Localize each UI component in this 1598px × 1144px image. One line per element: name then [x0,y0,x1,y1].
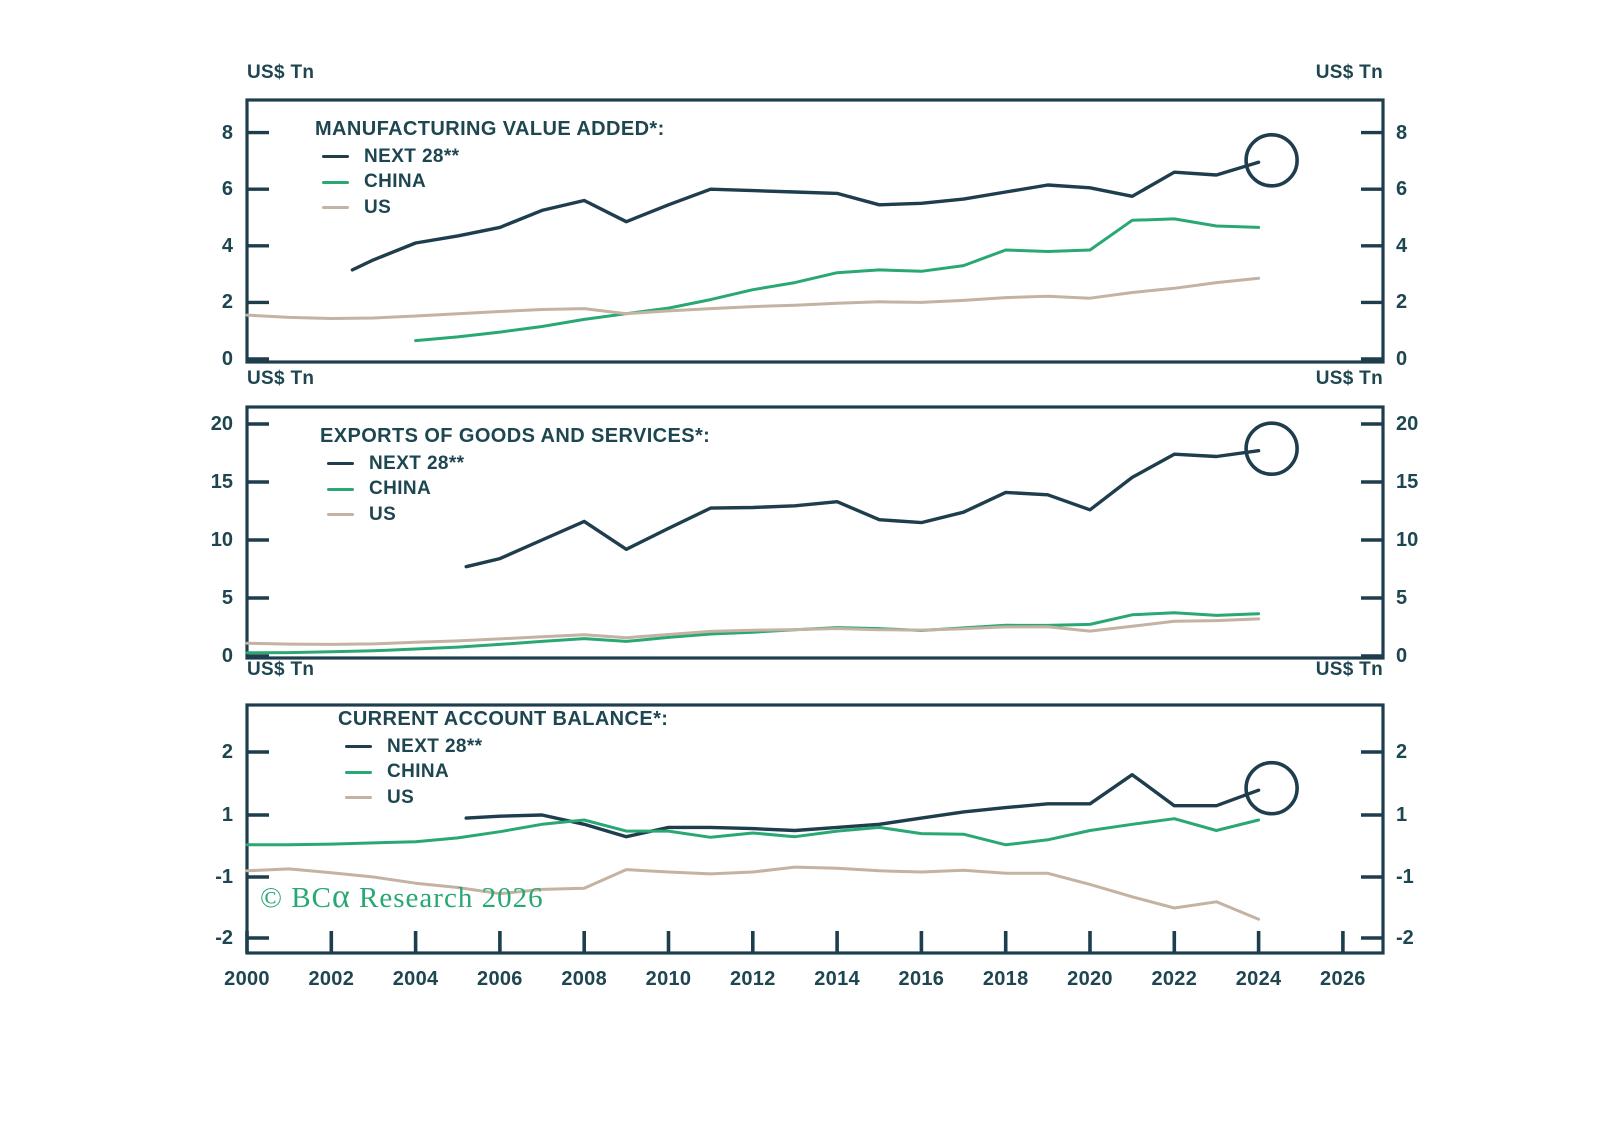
legend-exports [320,425,710,528]
legend-swatch-next28 [327,462,354,465]
legend-item [338,785,668,811]
legend-swatch-next28 [345,745,372,748]
y-tick-label-right: 8 [1396,121,1408,144]
series-line-us [247,278,1259,318]
y-tick-label-right: 0 [1396,645,1408,667]
y-tick-label-right: 10 [1396,529,1419,551]
unit-label-bottom-right: US$ Tn [1315,659,1383,680]
legend-item [338,760,668,786]
unit-label-top-left: US$ Tn [247,62,315,83]
y-tick-label-left: 4 [221,234,233,257]
y-tick-label-right: 15 [1396,471,1419,493]
x-tick-label: 2016 [898,968,945,990]
legend-item [315,170,665,196]
legend-current-account [338,708,668,811]
series-line-china [247,819,1259,845]
series-line-us [247,619,1259,645]
x-tick-label: 2014 [814,968,860,990]
y-tick-label-left: 2 [221,741,233,763]
y-tick-label-right: 20 [1396,413,1419,435]
y-tick-label-right: -2 [1396,927,1414,949]
series-line-china [416,219,1259,341]
y-tick-label-right: 0 [1396,348,1408,370]
y-tick-label-right: 1 [1396,804,1408,826]
bca-research-watermark [260,878,544,915]
latest-point-highlight-circle [1246,135,1297,186]
chart-title-exports: EXPORTS OF GOODS AND SERVICES*: [320,425,711,447]
y-tick-label-left: 10 [210,529,233,551]
legend-label: US [369,503,397,525]
x-tick-label: 2026 [1320,968,1366,990]
watermark-suffix: Research 2026 [350,882,544,914]
y-tick-label-left: 6 [221,178,233,201]
legend-manufacturing [315,118,665,221]
legend-item [338,734,668,760]
y-tick-label-left: 5 [221,587,233,609]
x-tick-label: 2018 [982,968,1029,990]
unit-label-middle-left: US$ Tn [247,368,315,389]
legend-label: CHINA [387,761,450,783]
y-tick-label-left: 20 [210,413,233,435]
y-tick-label-left: 2 [221,291,233,314]
unit-label-bottom-left: US$ Tn [247,659,315,680]
y-tick-label-right: 2 [1396,291,1408,314]
legend-label: US [387,786,415,808]
y-tick-label-right: 6 [1396,178,1408,201]
x-tick-label: 2002 [308,968,355,990]
latest-point-highlight-circle [1246,763,1297,814]
y-tick-label-left: -1 [215,866,233,888]
x-tick-label: 2000 [224,968,270,990]
x-tick-label: 2004 [392,968,439,990]
y-tick-label-left: 1 [221,804,233,826]
series-line-china [247,613,1259,653]
y-tick-label-right: -1 [1396,866,1414,888]
chart-title-current-account: CURRENT ACCOUNT BALANCE*: [338,708,669,730]
latest-point-highlight-circle [1246,423,1297,474]
x-tick-label: 2008 [561,968,608,990]
x-tick-label: 2006 [477,968,523,990]
legend-item [315,144,665,170]
legend-swatch-next28 [322,155,349,158]
legend-swatch-china [322,181,349,184]
legend-label: CHINA [364,171,427,193]
chart-title-manufacturing: MANUFACTURING VALUE ADDED*: [315,118,665,140]
legend-swatch-china [327,488,354,491]
legend-label: US [364,196,392,218]
legend-swatch-us [345,796,372,799]
legend-label: NEXT 28** [387,735,483,757]
legend-label: NEXT 28** [369,452,465,474]
legend-swatch-us [322,206,349,209]
legend-swatch-us [327,513,354,516]
unit-label-top-right: US$ Tn [1315,62,1383,83]
y-tick-label-left: 15 [210,471,233,493]
x-tick-label: 2022 [1151,968,1198,990]
legend-item [320,451,710,477]
legend-item [320,502,710,528]
legend-swatch-china [345,771,372,774]
x-tick-label: 2020 [1067,968,1113,990]
legend-label: NEXT 28** [364,145,460,167]
y-tick-label-right: 4 [1396,234,1408,257]
watermark-alpha-glyph: α [331,878,351,915]
y-tick-label-right: 2 [1396,741,1408,763]
x-tick-label: 2010 [645,968,692,990]
unit-label-middle-right: US$ Tn [1315,368,1383,389]
y-tick-label-left: 0 [221,348,233,370]
x-tick-label: 2024 [1235,968,1282,990]
legend-item [315,195,665,221]
watermark-prefix: © BC [260,882,332,914]
x-tick-label: 2012 [729,968,776,990]
legend-item [320,477,710,503]
y-tick-label-right: 5 [1396,587,1408,609]
legend-label: CHINA [369,478,432,500]
y-tick-label-left: 0 [221,645,233,667]
y-tick-label-left: 8 [221,121,233,144]
y-tick-label-left: -2 [215,927,233,949]
